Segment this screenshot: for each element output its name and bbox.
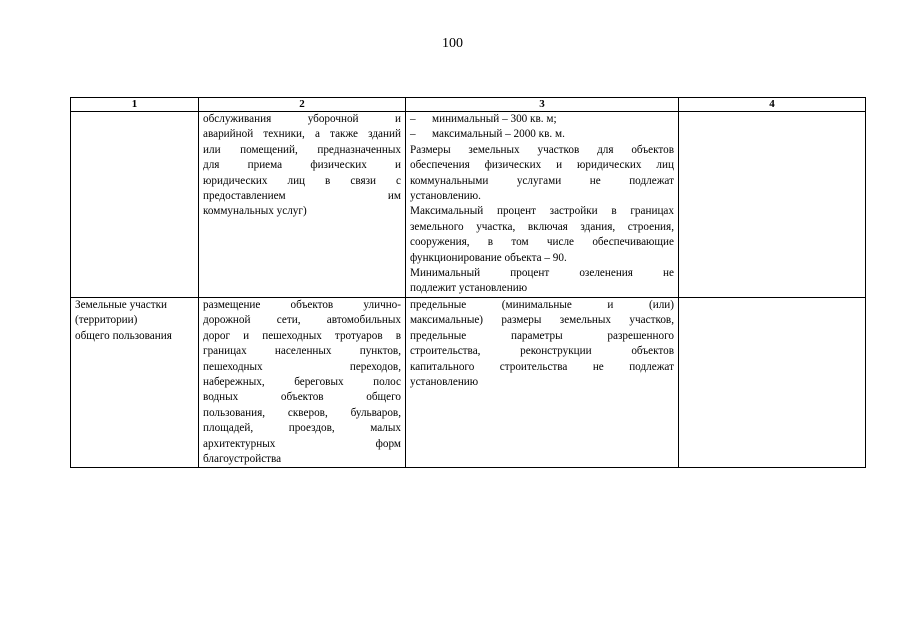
text-line: строительства, реконструкции объектов [410,345,674,358]
text-line: дорог и пешеходных тротуаров в [203,329,401,342]
text-line: земельного участка, включая здания, строения, [410,220,674,233]
column-header-2: 2 [199,98,406,112]
table-header-row [71,98,866,112]
text-line: границах населенных пунктов, [203,345,401,358]
text-line: Минимальный процент озеленения не [410,267,674,280]
text-line: Максимальный процент застройки в границах [410,205,674,218]
table-cell-land-use-type [71,297,199,467]
text-line: водных объектов общего [203,391,401,404]
table-row [71,297,866,467]
table-cell-permitted-use [199,112,406,298]
text-line: пешеходных переходов, [203,360,401,373]
table-row [71,112,866,298]
text-line: размещение объектов улично- [203,298,401,311]
text-line: предельные (минимальные и (или) [410,298,674,311]
list-item [410,112,674,127]
text-line: общего пользования [75,329,172,342]
text-line: сооружения, в том числе обеспечивающие [410,236,674,249]
text-line: предоставлением им [203,190,401,203]
text-line: (территории) [75,314,138,327]
text-line: капитального строительства не подлежат [410,360,674,373]
text-line: дорожной сети, автомобильных [203,314,401,327]
text-line: установлению. [410,190,481,203]
text-line: юридических лиц в связи с [203,174,401,187]
text-line: коммунальными услугами не подлежат [410,174,674,187]
table-cell-parameters [406,112,679,298]
text-line: площадей, проездов, малых [203,422,401,435]
text-line: Земельные участки [75,298,168,311]
text-line: набережных, береговых полос [203,375,401,388]
list-bullet-dash: – [410,128,416,141]
text-line: предельные параметры разрешенного [410,329,674,342]
list-item [410,127,674,142]
text-line: установлению [410,375,479,388]
list-item-text: минимальный – 300 кв. м; [432,113,557,125]
text-line: или помещений, предназначенных [203,143,401,156]
text-line: архитектурных форм [203,437,401,450]
table-cell-notes [679,297,866,467]
table-cell-notes [679,112,866,298]
text-line: пользования, скверов, бульваров, [203,406,401,419]
list-item-text: максимальный – 2000 кв. м. [432,128,565,141]
text-line: функционирование объекта – 90. [410,251,567,264]
text-line: обеспечения физических и юридических лиц [410,159,674,172]
table-cell-permitted-use [199,297,406,467]
text-line: благоустройства [203,452,282,465]
column-header-4: 4 [679,98,866,112]
text-line: максимальные) размеры земельных участков, [410,314,674,327]
text-line: подлежит установлению [410,282,528,295]
table-cell-land-use-type [71,112,199,298]
list-bullet-dash: – [410,113,416,125]
text-line: Размеры земельных участков для объектов [410,143,674,156]
text-line: для приема физических и [203,159,401,172]
text-line: обслуживания уборочной и [203,113,401,125]
column-header-1: 1 [71,98,199,112]
page-number: 100 [442,36,463,51]
regulations-table [70,97,866,468]
table-cell-parameters [406,297,679,467]
text-line: аварийной техники, а также зданий [203,128,401,141]
column-header-3: 3 [406,98,679,112]
text-line: коммунальных услуг) [203,205,307,218]
